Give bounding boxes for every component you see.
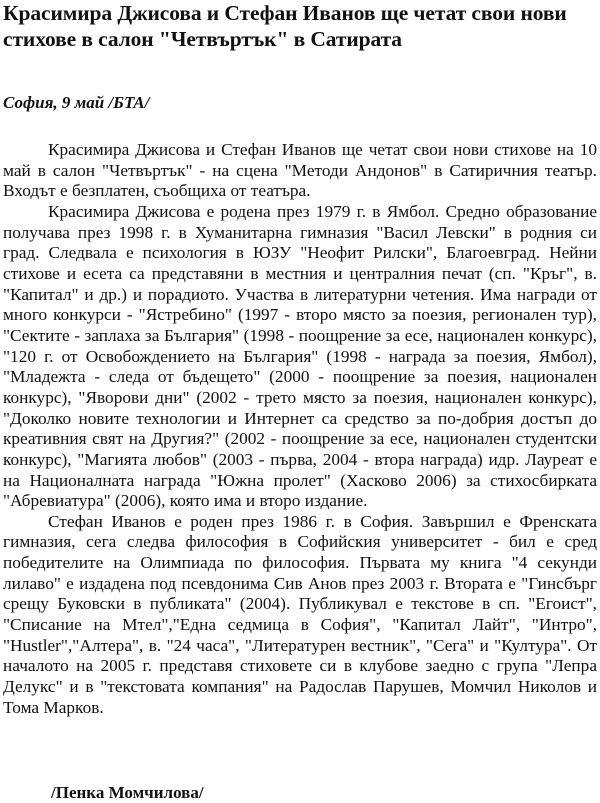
- dateline: София, 9 май /БТА/: [3, 93, 150, 112]
- author-signature: /Пенка Момчилова/: [51, 783, 204, 802]
- article-title: Красимира Джисова и Стефан Иванов ще четат свои нови стихове в салон "Четвъртък" в Сатирата: [3, 1, 567, 51]
- paragraph-ivanov-bio: Стефан Иванов е роден през 1986 г. в София. Завършил е Френската гимназия, сега следва философия в Софийския университет - бил е сред победителите на Олимпиада по философия. Първата му книга "4 секунди лилаво" е издадена под псевдонима Сив Анов през 2003 г. Втората е "Гинсбърг срещу Буковски в публиката" (2004). Публикувал е текстове в сп. "Егоист", "Списание на Мтел","Една седмица в София", "Капитал Лайт", "Интро", "Hustler","Алтера", в. "24 часа", "Литературен вестник", "Сега" и "Култура". От началото на 2005 г. представя стиховете си в клубове заедно с група "Лепра Делукс" и в "текстовата компания" на Радослав Парушев, Момчил Николов и Тома Марков.: [3, 511, 597, 717]
- paragraph-dzhisova-bio: Красимира Джисова е родена през 1979 г. в Ямбол. Средно образование получава през 1998 г. в Хуманитарна гимназия "Васил Левски" в родния си град. Следвала е психология в ЮЗУ "Неофит Рилски", Благоевград. Нейни стихове и есета са представяни в местния и централния печат (сп. "Кръг", в. "Капитал" и др.) и порадиото. Участва в литературни четения. Има награди от много конкурси - "Ястребино" (1997 - второ място за поезия, регионален тур), "Сектите - заплаха за България" (1998 - поощрение за есе, национален конкурс), "120 г. от Освобождението на България" (1998 - награда за поезия, Ямбол), "Младежта - следа от бъдещето" (2000 - поощрение за поезия, национален конкурс), "Яворови дни" (2002 - трето място за поезия, национален конкурс), "Доколко новите технологии и Интернет са средство за по-добрия достъп до креативния свят на Другия?" (2002 - поощрение за есе, национален студентски конкурс), "Магията любов" (2003 - първа, 2004 - втора награда) идр. Лауреат е на Националната награда "Южна пролет" (Хасково 2006) за стихосбирката "Абревиатура" (2006), която има и второ издание.: [3, 201, 597, 511]
- paragraph-event: Красимира Джисова и Стефан Иванов ще четат свои нови стихове на 10 май в салон "Четвъртък" - на сцена "Методи Андонов" в Сатиричния театър. Входът е безплатен, съобщиха от театъра.: [3, 140, 597, 201]
- article-body: [3, 140, 597, 718]
